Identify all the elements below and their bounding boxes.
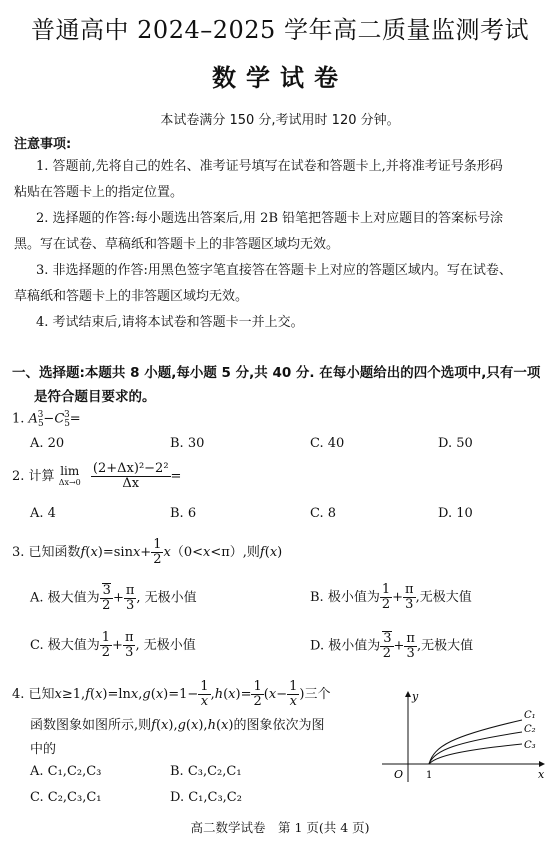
q4-option-a: A. C₁,C₂,C₃ bbox=[30, 764, 102, 779]
q3-option-c: C. 极大值为 $\frac{1}{2}$ + $\frac{\pi}{3}$ , 无极小值 bbox=[30, 630, 196, 660]
note-3-line-2: 草稿纸和答题卡上的非答题区域均无效。 bbox=[14, 289, 249, 304]
question-4-line-3: 中的 bbox=[30, 742, 57, 757]
exam-subtitle: 数学试卷 bbox=[212, 64, 348, 92]
question-1-stem: 1. $A_5^3-C_5^3=$ bbox=[12, 410, 81, 429]
exam-title: 普通高中 2024–2025 学年高二质量监测考试 bbox=[31, 16, 529, 44]
q2-option-b: B. 6 bbox=[170, 506, 197, 521]
score-line: 本试卷满分 150 分,考试用时 120 分钟。 bbox=[160, 113, 400, 128]
y-axis-label: y bbox=[412, 690, 419, 703]
note-1-line-2: 粘贴在答题卡上的指定位置。 bbox=[14, 185, 184, 200]
curve-c2-label: C₂ bbox=[524, 724, 536, 735]
question-1-number: 1. bbox=[12, 411, 25, 427]
x-axis-label: x bbox=[538, 768, 545, 781]
q4-option-b: B. C₃,C₂,C₁ bbox=[170, 764, 242, 779]
note-4: 4. 考试结束后,请将本试卷和答题卡一并上交。 bbox=[36, 315, 304, 330]
curve-c2 bbox=[429, 732, 522, 764]
page-footer: 高二数学试卷 第 1 页(共 4 页) bbox=[190, 820, 370, 835]
q2-option-d: D. 10 bbox=[438, 506, 473, 521]
q3-option-a: A. 极大值为 $\frac{3}{2}$ + $\frac{\pi}{3}$ , 无极小值 bbox=[30, 582, 197, 613]
question-3-stem: 3. 已知函数f(x)=sinx+ $\frac{1}{2}$ x（0<x<π）,则f(x) bbox=[12, 537, 283, 567]
notes-heading: 注意事项: bbox=[14, 137, 72, 152]
curve-c3-label: C₃ bbox=[524, 740, 536, 751]
q2-option-c: C. 8 bbox=[310, 506, 337, 521]
curve-c3 bbox=[429, 744, 522, 764]
section-heading-line-1: 一、选择题:本题共 8 小题,每小题 5 分,共 40 分. 在每小题给出的四个选项中,只有一项 bbox=[12, 365, 541, 381]
note-3-line-1: 3. 非选择题的作答:用黑色签字笔直接答在答题卡上对应的答题区域内。写在试卷、 bbox=[36, 263, 512, 278]
curve-c1-label: C₁ bbox=[524, 710, 536, 721]
q4-function-graph bbox=[372, 686, 552, 786]
q1-option-d: D. 50 bbox=[438, 436, 473, 451]
q3-option-d: D. 极小值为 $\frac{3}{2}$ + $\frac{\pi}{3}$ ,无极大值 bbox=[310, 630, 474, 661]
q2-option-a: A. 4 bbox=[30, 506, 56, 521]
question-2-stem: 2. 计算 lim Δx→0 $\frac{\text{(2+Δx)²−2²}}{\Delta x}$ = bbox=[12, 461, 182, 491]
question-4-stem: 4. 已知x≥1,f(x)=lnx,g(x)=1− $\frac{1}{x}$ ,h(x)= $\frac{1}{2}$ (x− $\frac{1}{x}$ )三个 bbox=[12, 679, 331, 709]
question-4-line-2: 函数图象如图所示,则f(x),g(x),h(x)的图象依次为图 bbox=[30, 718, 325, 733]
section-heading-line-2: 是符合题目要求的。 bbox=[34, 389, 156, 405]
q1-option-a: A. 20 bbox=[30, 436, 65, 451]
q4-option-d: D. C₁,C₃,C₂ bbox=[170, 790, 242, 805]
q4-option-c: C. C₂,C₃,C₁ bbox=[30, 790, 102, 805]
note-2-line-1: 2. 选择题的作答:每小题选出答案后,用 2B 铅笔把答题卡上对应题目的答案标号涂 bbox=[36, 211, 504, 226]
note-1-line-1: 1. 答题前,先将自己的姓名、准考证号填写在试卷和答题卡上,并将准考证号条形码 bbox=[36, 159, 503, 174]
curve-c1 bbox=[429, 720, 522, 764]
q1-option-b: B. 30 bbox=[170, 436, 205, 451]
note-2-line-2: 黑。写在试卷、草稿纸和答题卡上的非答题区域均无效。 bbox=[14, 237, 340, 252]
origin-label: O bbox=[394, 768, 404, 781]
tick-label-1: 1 bbox=[426, 770, 433, 781]
q1-option-c: C. 40 bbox=[310, 436, 345, 451]
q3-option-b: B. 极小值为 $\frac{1}{2}$ + $\frac{\pi}{3}$ ,无极大值 bbox=[310, 582, 472, 612]
